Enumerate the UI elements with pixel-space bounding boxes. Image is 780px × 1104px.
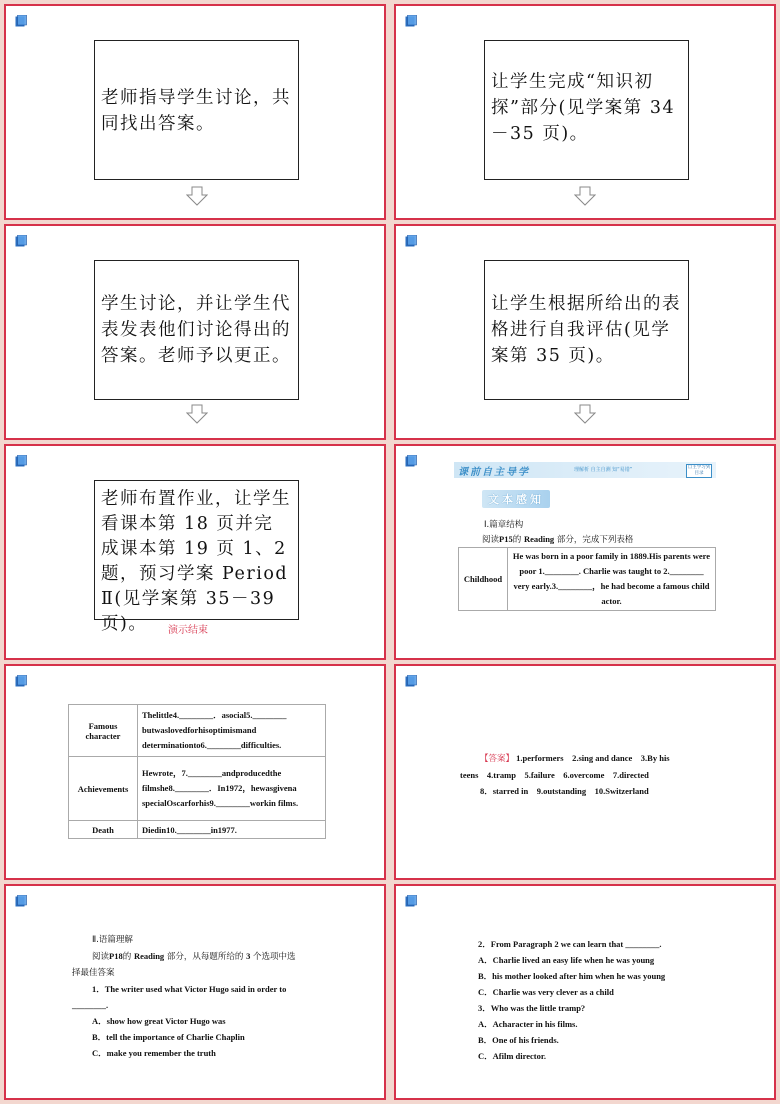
slide-7 bbox=[4, 664, 386, 880]
slide-text: 老师布置作业，让学生看课本第 18 页并完成课本第 19 页 1、2 题，预习学案 Period Ⅱ(见学案第 35－39 页)。 bbox=[101, 489, 291, 634]
book-logo-icon bbox=[15, 675, 27, 687]
slide-8 bbox=[394, 664, 776, 880]
book-logo-icon bbox=[405, 895, 417, 907]
table-row bbox=[69, 821, 326, 839]
text-box bbox=[94, 260, 299, 400]
banner-subtitle: 理解析 自主自测 知“易错” bbox=[574, 467, 633, 473]
structure-table-continued bbox=[68, 704, 326, 839]
option: A．show how great Victor Hugo was bbox=[92, 1016, 226, 1026]
slide-2 bbox=[394, 4, 776, 220]
book-logo-icon bbox=[15, 455, 27, 467]
option: B．his mother looked after him when he was young bbox=[478, 971, 666, 981]
down-arrow-icon bbox=[186, 404, 208, 424]
book-logo-icon bbox=[405, 675, 417, 687]
instruction-text: 阅读P15的 Reading 部分，完成下列表格 bbox=[482, 534, 634, 545]
option: C．make you remember the truth bbox=[92, 1048, 216, 1058]
demo-end-label: 演示结束 bbox=[168, 625, 208, 636]
table-row-content: Hewrote，7.________andproducedthe filmshe8.________．In1972，hewasgivena specialOscarforhis9.________workin films. bbox=[138, 757, 326, 821]
banner-nav-button[interactable]: 自主学习到目录 bbox=[687, 465, 711, 476]
book-logo-icon bbox=[405, 15, 417, 27]
question-block bbox=[478, 936, 768, 1064]
table-row-label: Achievements bbox=[69, 757, 138, 821]
book-logo-icon bbox=[15, 235, 27, 247]
slide-6 bbox=[394, 444, 776, 660]
option: B．One of his friends. bbox=[478, 1035, 559, 1045]
table-row bbox=[69, 757, 326, 821]
table-row-content: He was born in a poor family in 1889.His parents were poor 1.________. Charlie was taught to 2.________ very early.3.________，he had become a famous child actor. bbox=[508, 548, 716, 611]
instruction-text: 阅读P18的 Reading 部分，从每题所给的 3 个选项中选 bbox=[92, 951, 296, 962]
structure-table bbox=[458, 547, 716, 611]
slide-1 bbox=[4, 4, 386, 220]
table-row-content: Diedin10.________in1977. bbox=[138, 821, 326, 839]
table-row-label: Childhood bbox=[459, 548, 508, 611]
section-heading: Ⅰ.篇章结构 bbox=[484, 520, 524, 530]
section-heading: Ⅱ.语篇理解 bbox=[92, 935, 133, 945]
banner-title: 课前自主导学 bbox=[458, 467, 530, 478]
question: 2．From Paragraph 2 we can learn that ________. bbox=[478, 939, 662, 949]
down-arrow-icon bbox=[574, 186, 596, 206]
slide-5 bbox=[4, 444, 386, 660]
slide-4 bbox=[394, 224, 776, 440]
answer-line: 1.performers 2.sing and dance 3.By his bbox=[516, 753, 670, 763]
text-box bbox=[484, 260, 689, 400]
option: C．Charlie was very clever as a child bbox=[478, 987, 614, 997]
down-arrow-icon bbox=[574, 404, 596, 424]
book-logo-icon bbox=[405, 235, 417, 247]
slide-text: 学生讨论，并让学生代表发表他们讨论得出的答案。老师予以更正。 bbox=[101, 294, 291, 366]
option: B．tell the importance of Charlie Chaplin bbox=[92, 1032, 245, 1042]
comprehension-block bbox=[72, 932, 332, 1061]
answer-tag: 【答案】 bbox=[480, 754, 515, 764]
slide-text: 老师指导学生讨论，共同找出答案。 bbox=[101, 88, 291, 134]
option: A．Acharacter in his films. bbox=[478, 1019, 578, 1029]
book-logo-icon bbox=[405, 455, 417, 467]
answer-line: teens 4.tramp 5.failure 6.overcome 7.directed bbox=[460, 770, 649, 780]
question: 3．Who was the little tramp? bbox=[478, 1003, 586, 1013]
table-row bbox=[459, 548, 716, 611]
down-arrow-icon bbox=[186, 186, 208, 206]
slide-text: 让学生完成“知识初探”部分(见学案第 34－35 页)。 bbox=[491, 72, 676, 144]
answer-line: 8．starred in 9.outstanding 10.Switzerland bbox=[480, 786, 649, 796]
text-box bbox=[94, 40, 299, 180]
slide-3 bbox=[4, 224, 386, 440]
question-blank: ________. bbox=[72, 1000, 109, 1010]
table-row-content: Thelittle4.________．asocial5.________ butwaslovedforhisoptimismand determinationto6.________difficulties. bbox=[138, 705, 326, 757]
question: 1．The writer used what Victor Hugo said in order to bbox=[92, 984, 287, 994]
book-logo-icon bbox=[15, 895, 27, 907]
slide-9 bbox=[4, 884, 386, 1100]
slide-text: 让学生根据所给出的表格进行自我评估(见学案第 35 页)。 bbox=[491, 294, 681, 366]
section-tag: 文本感知 bbox=[482, 490, 550, 508]
option: A．Charlie lived an easy life when he was young bbox=[478, 955, 655, 965]
option: C．Afilm director. bbox=[478, 1051, 546, 1061]
book-logo-icon bbox=[15, 15, 27, 27]
answer-block bbox=[460, 750, 720, 799]
section-banner bbox=[454, 462, 716, 478]
table-row bbox=[69, 705, 326, 757]
table-row-label: Death bbox=[69, 821, 138, 839]
text-box bbox=[484, 40, 689, 180]
instruction-text: 择最佳答案 bbox=[72, 968, 115, 978]
slide-10 bbox=[394, 884, 776, 1100]
table-row-label: Famous character bbox=[69, 705, 138, 757]
